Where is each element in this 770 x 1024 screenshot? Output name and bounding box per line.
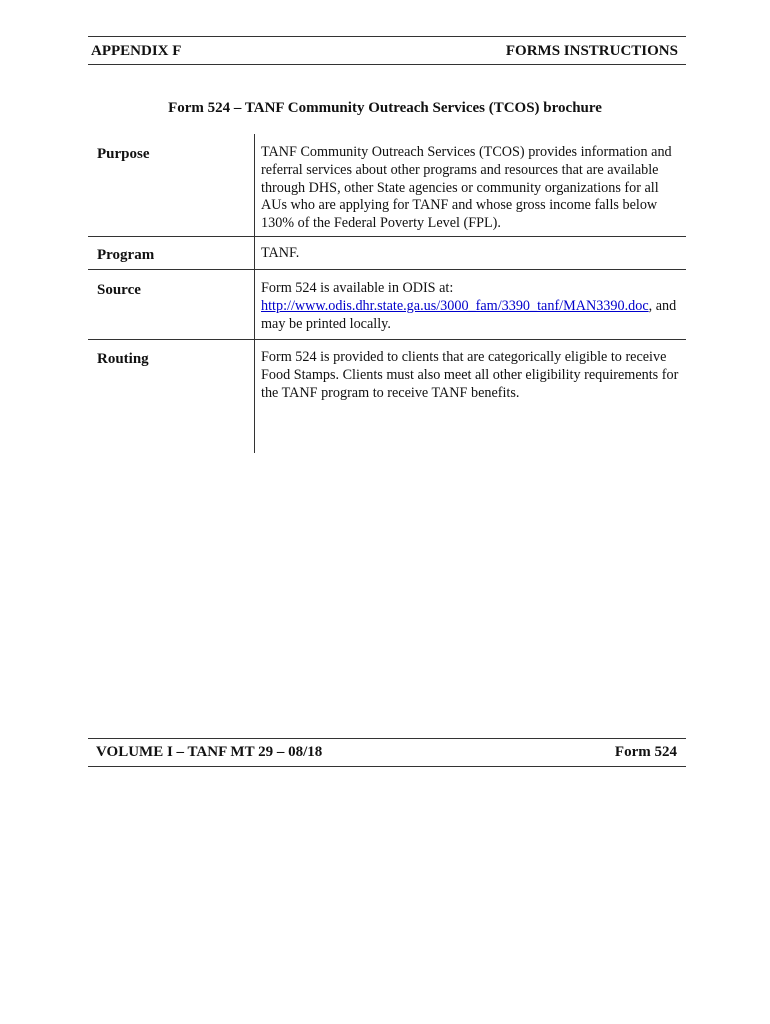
source-text-closing: , and may be printed locally. (261, 297, 677, 332)
routing-label: Routing (97, 351, 149, 367)
program-label: Program (97, 247, 155, 263)
row-divider-purpose (88, 236, 686, 237)
footer-bottom-rule (88, 766, 686, 767)
row-divider-program (88, 269, 686, 270)
program-text: TANF. (261, 245, 300, 261)
source-text (261, 280, 681, 333)
header-section-label: FORMS INSTRUCTIONS (505, 43, 678, 59)
header-bottom-rule (88, 64, 686, 65)
row-divider-source (88, 339, 686, 340)
odis-document-link[interactable]: http://www.odis.dhr.state.ga.us/3000_fam/3390_tanf/MAN3390.doc (261, 297, 649, 314)
purpose-label: Purpose (97, 146, 150, 162)
header-appendix-label: APPENDIX F (91, 43, 182, 59)
footer-volume-label: VOLUME I – TANF MT 29 – 08/18 (96, 744, 323, 760)
footer-form-label: Form 524 (614, 744, 677, 760)
routing-text: Form 524 is provided to clients that are categorically eligible to receive Food Stamps. Clients must also meet all other eligibility requirements for the TANF program to receive TANF benefits. (261, 349, 679, 401)
footer-top-rule (88, 738, 686, 739)
header-top-rule (88, 36, 686, 37)
form-title: Form 524 – TANF Community Outreach Services (TCOS) brochure (168, 100, 602, 116)
purpose-text: TANF Community Outreach Services (TCOS) provides information and referral services about other programs and resources that are available through DHS, other State agencies or community organizations for all AUs who are applying for TANF and whose gross income falls below 130% of the Federal Poverty Level (FPL). (261, 144, 672, 232)
source-text-intro: Form 524 is available in ODIS at: (261, 280, 454, 296)
table-column-divider (254, 134, 255, 453)
source-label: Source (97, 282, 141, 298)
